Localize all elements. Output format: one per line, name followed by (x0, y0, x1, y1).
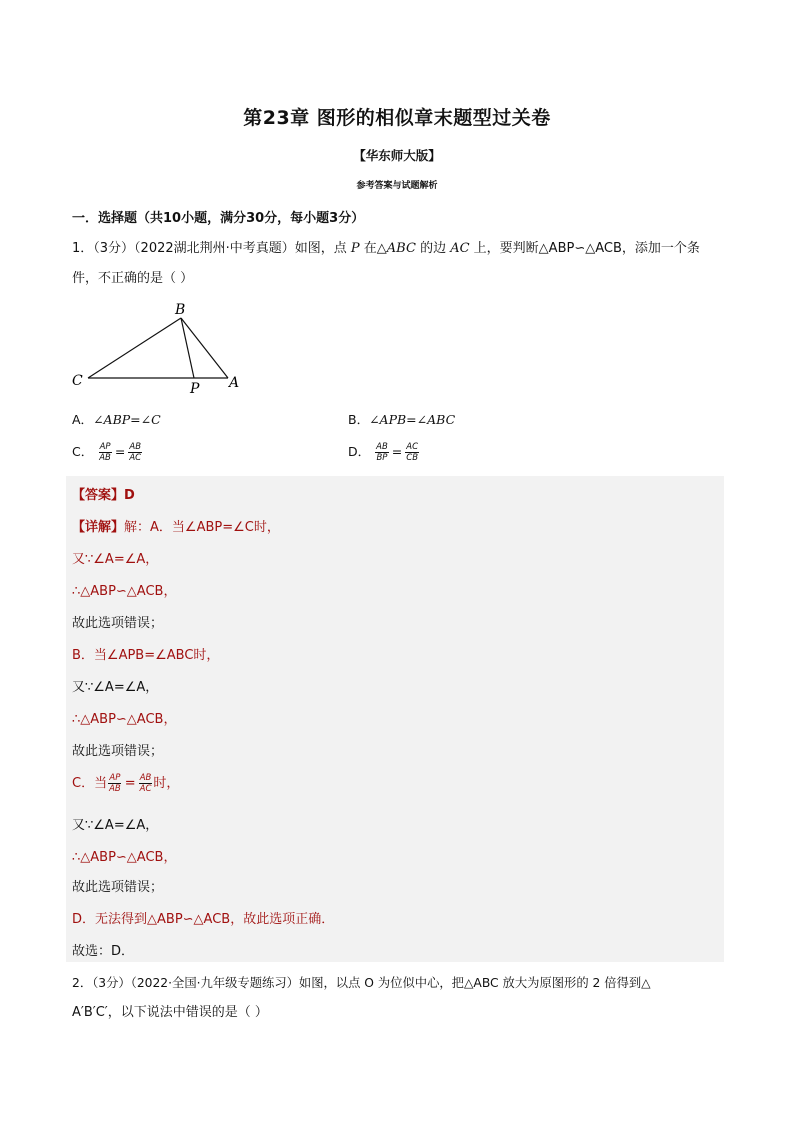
detail-label: 【详解】 (72, 520, 125, 535)
option-d: D． $\frac{AB}{BP}$ = $\frac{AC}{CB}$ (348, 442, 419, 463)
label-p: P (190, 381, 200, 397)
q1-line1-post: 上，要判断△ABP∽△ACB，添加一个条 (469, 241, 700, 256)
question-1-line-1 (72, 234, 724, 264)
q1-side-ac: AC (450, 241, 470, 256)
option-b (348, 410, 455, 428)
explanation-line: 故此选项错误； (72, 744, 164, 759)
explanation-line: ∴△ABP∽△ACB， (72, 584, 177, 599)
question-2-line-1: 2．（3分）（2022·全国·九年级专题练习）如图，以点 O 为位似中心，把△ABC 放大为原图形的 2 倍得到△ (72, 976, 651, 990)
option-d-fraction-1: $\frac{AB}{BP}$ (376, 442, 388, 463)
option-c: C． $\frac{AP}{AB}$ = $\frac{AB}{AC}$ (72, 442, 142, 463)
option-c-fraction-1: $\frac{AP}{AB}$ (99, 442, 111, 463)
explanation-line: ∴△ABP∽△ACB， (72, 850, 177, 865)
option-d-key: D． (348, 444, 371, 459)
answer-label: 【答案】 (72, 488, 125, 503)
q1-line1-mid2: 的边 (415, 241, 451, 256)
option-a (72, 410, 161, 428)
label-a: A (229, 375, 240, 391)
explanation-line: 故此选项错误； (72, 616, 164, 631)
answer-subheading: 参考答案与试题解析 (356, 181, 438, 191)
explanation-line: B．当∠APB=∠ABC时， (72, 648, 220, 663)
question-1-stem (72, 234, 724, 294)
answer-value: D (124, 488, 135, 503)
answer-line (72, 484, 135, 503)
q1-point-p: P (350, 241, 360, 256)
option-a-text: ∠ABP=∠C (93, 412, 161, 427)
edition-label: 【华东师大版】 (353, 148, 441, 163)
question-1-line-2: 件，不正确的是（ ） (72, 271, 194, 286)
explanation-line-fraction: C．当 $\frac{AP}{AB}$ = $\frac{AB}{AC}$ 时， (72, 773, 180, 794)
label-b: B (175, 302, 186, 318)
document-title: 第23章 图形的相似章末题型过关卷 (243, 107, 551, 129)
question-2-stem (72, 968, 724, 1028)
option-c-key: C． (72, 444, 94, 459)
explanation-line: 又∵∠A=∠A， (72, 680, 159, 695)
q1-line1-mid: 在△ (359, 241, 387, 256)
q1-line1-pre: 1．（3分）（2022湖北荆州·中考真题）如图，点 (72, 241, 351, 256)
detail-line (72, 516, 280, 535)
option-b-text: ∠APB=∠ABC (369, 412, 456, 427)
option-d-fraction-2: $\frac{AC}{CB}$ (406, 442, 419, 463)
q1-triangle-abc: ABC (386, 241, 416, 256)
triangle-figure (66, 296, 256, 401)
option-c-fraction-2: $\frac{AB}{AC}$ (129, 442, 142, 463)
question-2-line-2: A′B′C′，以下说法中错误的是（ ） (72, 1005, 268, 1020)
section-heading: 一．选择题（共10小题，满分30分，每小题3分） (72, 211, 365, 226)
explanation-line: ∴△ABP∽△ACB， (72, 712, 177, 727)
segment-cb (88, 318, 181, 378)
option-b-key: B． (348, 412, 370, 427)
l8-pre: C．当 (72, 776, 108, 791)
l8-fraction-1: $\frac{AP}{AB}$ (109, 773, 121, 794)
explanation-line: 故选：D． (72, 944, 135, 959)
explanation-line: 故此选项错误； (72, 880, 164, 895)
detail-intro: 解：A．当∠ABP=∠C时， (124, 520, 280, 535)
explanation-line: 又∵∠A=∠A， (72, 818, 159, 833)
explanation-line: D．无法得到△ABP∽△ACB，故此选项正确． (72, 912, 335, 927)
option-a-key: A． (72, 412, 94, 427)
explanation-line: 又∵∠A=∠A， (72, 552, 159, 567)
l8-fraction-2: $\frac{AB}{AC}$ (139, 773, 152, 794)
l8-post: 时， (153, 776, 180, 791)
label-c: C (72, 373, 83, 389)
